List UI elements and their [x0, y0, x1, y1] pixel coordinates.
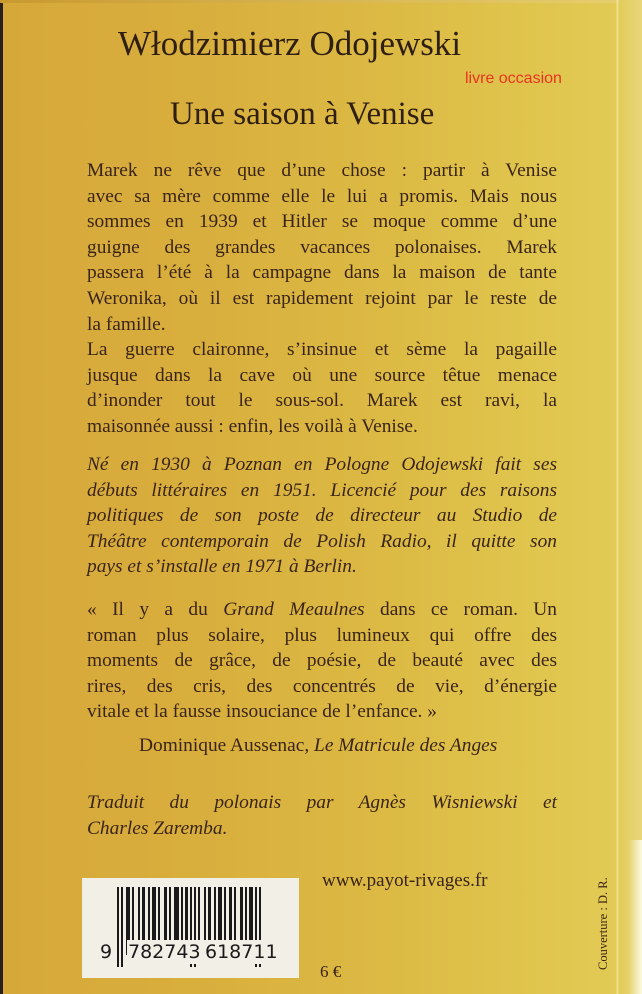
quote-line: moments de grâce, de poésie, de beauté avec des [87, 650, 557, 672]
press-quote [87, 597, 557, 725]
quote-line [87, 597, 557, 623]
used-book-watermark: livre occasion [465, 70, 562, 87]
publisher-website: www.payot-rivages.fr [322, 870, 488, 891]
synopsis [87, 158, 557, 440]
synopsis-line: Weronika, où il est rapidement rejoint par le reste de [87, 287, 557, 309]
quote-line: vitale et la fausse insouciance de l’enfance. » [87, 701, 437, 723]
bio-line: Théâtre contemporain de Polish Radio, il quitte son [87, 530, 557, 552]
quote-line1-end: dans ce roman. Un [364, 599, 558, 620]
quoted-title: Grand Meaulnes [223, 599, 365, 620]
ean-first-digit: 9 [100, 941, 113, 963]
author-biography [87, 452, 557, 580]
critic-name: Dominique Aussenac, [139, 735, 315, 756]
spine-wear [628, 840, 642, 994]
quote-line: roman plus solaire, plus lumineux qui offre des [87, 624, 557, 646]
spine-crease [616, 0, 619, 994]
synopsis-line: Marek ne rêve que d’une chose : partir à Venise [87, 160, 557, 181]
translation-credit [87, 790, 557, 841]
cover-credit: Couverture : D. R. [596, 877, 610, 970]
synopsis-line: jusque dans la cave où une source têtue menace [87, 364, 557, 386]
book-title: Une saison à Venise [170, 96, 435, 132]
price-label: 6 € [320, 962, 342, 981]
quote-attribution [139, 735, 497, 757]
isbn-barcode [82, 878, 299, 978]
synopsis-line: d’inonder tout le sous-sol. Marek est ravi, la [87, 390, 557, 412]
quote-line: rires, des cris, des concentrés de vie, d’énergie [87, 675, 557, 697]
synopsis-line: avec sa mère comme elle le lui a promis. Mais nous [87, 185, 557, 207]
synopsis-line: la famille. [87, 313, 166, 335]
quote-open: « Il y a du [87, 599, 224, 620]
ean-right-group: 618711 [205, 941, 278, 963]
synopsis-line: La guerre claironne, s’insinue et sème la pagaille [87, 339, 557, 361]
translation-line: Charles Zaremba. [87, 817, 228, 839]
author-name: Włodzimierz Odojewski [118, 24, 462, 63]
publication-name: Le Matricule des Anges [314, 735, 498, 756]
synopsis-line: passera l’été à la campagne dans la maison de tante [87, 262, 557, 284]
synopsis-line: maisonnée aussi : enfin, les voilà à Venise. [87, 415, 418, 437]
cover-left-edge [0, 0, 3, 994]
synopsis-line: guigne des grandes vacances polonaises. Marek [87, 236, 557, 258]
bio-line: pays et s’installe en 1971 à Berlin. [87, 556, 357, 578]
bio-line: débuts littéraires en 1951. Licencié pour des raisons [87, 479, 557, 501]
bio-line: Né en 1930 à Poznan en Pologne Odojewski fait ses [87, 454, 557, 475]
cover-top-edge [0, 0, 642, 3]
ean-left-group: 782743 [128, 941, 201, 963]
synopsis-line: sommes en 1939 et Hitler se moque comme d’une [87, 211, 557, 233]
bio-line: politiques de son poste de directeur au Studio de [87, 505, 557, 527]
translation-line: Traduit du polonais par Agnès Wisniewski et [87, 792, 557, 813]
